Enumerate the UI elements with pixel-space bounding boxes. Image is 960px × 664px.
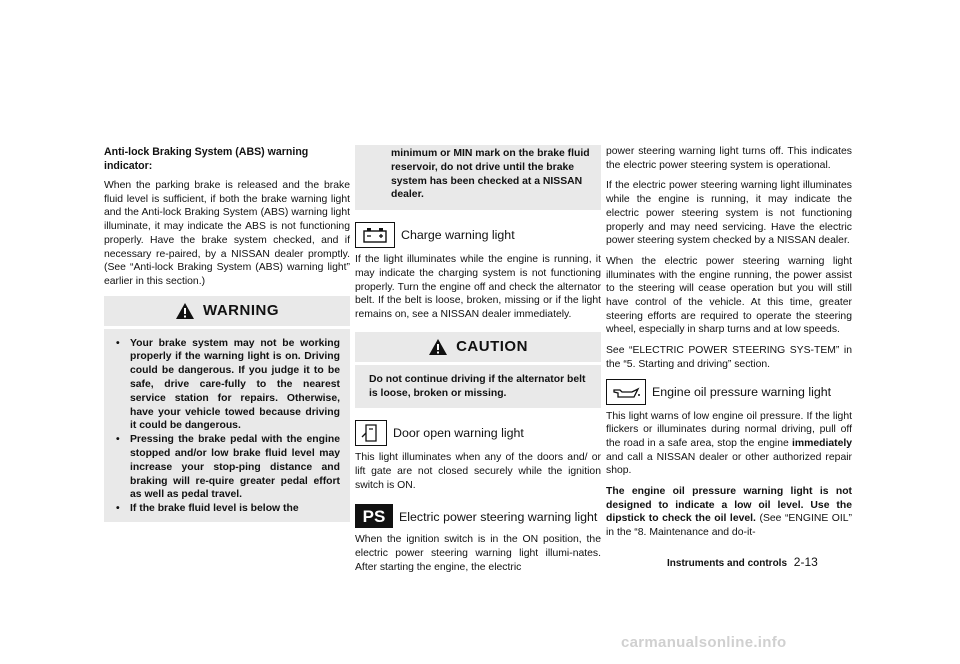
door-open-icon xyxy=(355,420,387,446)
eps-continued-p1: power steering warning light turns off. This indicates the electric power steering system is operational. xyxy=(606,146,852,171)
eps-continued-p3: When the electric power steering warning light illuminates with the engine running, the power assist to the steering will cease operation but you will still have control of the vehicle. At this time, greater steering efforts are required to operate the steering wheel, especially in sharp turns and at low speeds. xyxy=(606,255,852,336)
door-title: Door open warning light xyxy=(393,426,524,441)
eps-continued-p4: See “ELECTRIC POWER STEERING SYS-TEM” in the “5. Starting and driving” section. xyxy=(606,345,852,370)
oil-can-icon xyxy=(606,379,646,405)
warning-box xyxy=(104,296,350,522)
eps-title: Electric power steering warning light xyxy=(399,510,598,525)
warning-item: • Pressing the brake pedal with the engine stopped and/or low brake fluid level may increase your stop-ping distance and braking will re-quire greater pedal effort as well as pedal travel. xyxy=(104,433,340,502)
warning-list xyxy=(104,329,350,522)
oil-p2-bold: The engine oil pressure warning light is not designed to indicate a low oil level. Use the dipstick to check the oil level. xyxy=(606,486,852,525)
warning-triangle-icon xyxy=(175,302,195,320)
charge-section-title xyxy=(355,222,601,248)
column-left xyxy=(104,145,350,522)
oil-p1-bold: immediately xyxy=(791,437,853,449)
battery-icon xyxy=(355,222,395,248)
warning-title: WARNING xyxy=(203,301,279,319)
oil-p1-end: and call a NISSAN dealer or other authorized repair shop. xyxy=(606,451,852,477)
page-footer xyxy=(667,555,857,569)
eps-section-title xyxy=(355,504,601,528)
oil-section-title xyxy=(606,379,852,405)
abs-paragraph: When the parking brake is released and the brake fluid level is sufficient, if both the brake warning light and the Anti-lock Braking System (ABS) warning light illuminate, it may indicate the ABS is not functioning properly. Have the brake system checked, and if necessary re-paired, by a NISSAN dealer promptly. (See “Anti-lock Braking System (ABS) warning light” earlier in this section.) xyxy=(104,180,350,287)
column-middle xyxy=(355,145,601,582)
watermark: carmanualsonline.info xyxy=(621,634,787,651)
eps-continued-p2: If the electric power steering warning light illuminates while the engine is running, it may indicate the electric power steering system is not functioning properly and may need servicing. Have the electric power steering system checked by a NISSAN dealer. xyxy=(606,180,852,247)
charge-title: Charge warning light xyxy=(401,228,515,243)
oil-p1-text: This light warns of low engine oil pressure. If the light flickers or illuminates during normal driving, pull off the road in a safe area, stop the engine xyxy=(606,410,852,449)
warning-continuation: minimum or MIN mark on the brake fluid reservoir, do not drive until the brake system has been checked at a NISSAN dealer. xyxy=(355,145,601,210)
oil-paragraph-2 xyxy=(606,485,852,540)
caution-box xyxy=(355,332,601,409)
oil-title: Engine oil pressure warning light xyxy=(652,384,832,399)
oil-paragraph-1 xyxy=(606,410,852,479)
door-text: This light illuminates when any of the doors and/ or lift gate are not closed securely while the ignition switch is ON. xyxy=(355,452,601,491)
warning-item: • Your brake system may not be working properly if the warning light is on. Driving could be dangerous. If you judge it to be safe, drive care-fully to the nearest service station for repairs. Otherwise, have your vehicle towed because driving it could be dangerous. xyxy=(104,337,340,434)
footer-section: Instruments and controls xyxy=(667,558,788,569)
page-number: 2-13 xyxy=(793,555,818,569)
caution-text: Do not continue driving if the alternator belt is loose, broken or missing. xyxy=(369,373,586,399)
caution-triangle-icon xyxy=(428,338,448,356)
caution-header xyxy=(355,332,601,362)
oil-p2-end: (See “ENGINE OIL” in the “8. Maintenance and do-it- xyxy=(606,513,853,539)
caution-title: CAUTION xyxy=(456,337,528,355)
door-section-title xyxy=(355,420,601,446)
column-right xyxy=(606,145,852,547)
warning-header xyxy=(104,296,350,326)
abs-heading: Anti-lock Braking System (ABS) warning indicator: xyxy=(104,146,309,172)
eps-text: When the ignition switch is in the ON position, the electric power steering warning light illumi-nates. After starting the engine, the electric xyxy=(355,534,601,573)
charge-text: If the light illuminates while the engine is running, it may indicate the charging system is not functioning properly. Turn the engine off and check the alternator belt. If the belt is loose, broken, missing or if the light remains on, see a NISSAN dealer immediately. xyxy=(355,254,601,320)
power-steering-icon: PS xyxy=(355,504,393,528)
warning-item: • If the brake fluid level is below the xyxy=(104,502,340,516)
